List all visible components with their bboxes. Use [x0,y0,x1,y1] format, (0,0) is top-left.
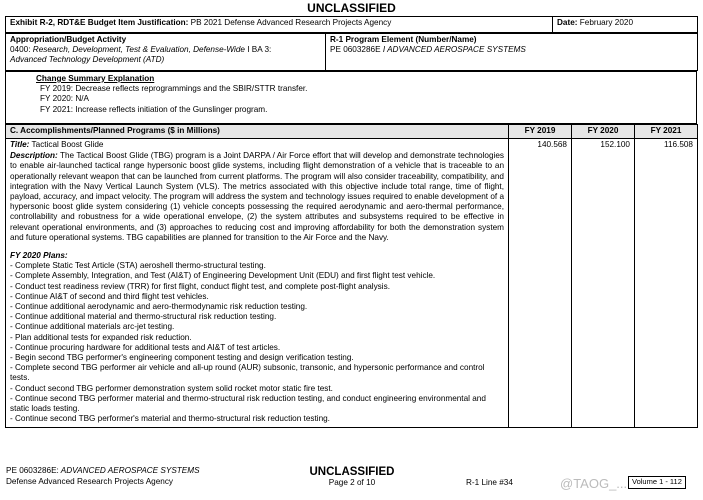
approp-cell [6,34,326,71]
approp-atd: Advanced Technology Development (ATD) [10,55,165,65]
approp-label: Appropriation/Budget Activity [10,35,127,44]
approp-name: Research, Development, Test & Evaluation, Defense-Wide [30,45,245,55]
col-fy2021: FY 2021 [635,125,698,139]
approp-ba: I BA 3: [244,45,272,55]
description [10,151,504,243]
value-fy2019: 140.568 [509,139,572,428]
plan-item: - Conduct test readiness review (TRR) for first flight, conduct flight test, and complete post-flight analysis. [10,281,390,291]
accomplishments-table [5,124,698,428]
exhibit-title [6,17,553,33]
plan-item: - Continue additional materials arc-jet testing. [10,322,175,332]
footer-classification: UNCLASSIFIED [309,466,395,478]
description-text: The Tactical Boost Glide (TBG) program is a Joint DARPA / Air Force effort that will develop and demonstrate technologies to enable air-launched tactical range hypersonic boost glide systems, including flight demonstration of a vehicle that is traceable to an operationally relevant weapon that can be launched from current platforms. The program will also consider traceability, compatibility, and integration with the Navy Vertical Launch System (VLS). The metrics associated with this objective include total range, time of flight, payload, accuracy, and impact velocity. The program will address the system and technology issues required to enable development of a hypersonic boost glide system considering (1) vehicle concepts possessing the required aerodynamic and aero-thermal performance, controllability and robustness for a wide operational envelope, (2) the system attributes and subsystems required to be effective in relevant operational environments, and (3) approaches to reducing cost and improving affordability for both the demonstration system and future operational systems. TBG capabilities are planned for transition to the Air Force and the Navy. [10,151,504,242]
plan-item: - Continue AI&T of second and third flight test vehicles. [10,291,209,301]
exhibit-label: Exhibit R-2 [10,18,53,27]
plan-item: - Begin second TBG performer's engineering component testing and design verification testing. [10,353,354,363]
plan-item: - Plan additional tests for expanded risk reduction. [10,332,192,342]
description-label: Description: [10,151,58,161]
date-label: Date: [557,18,578,27]
header-table [5,16,698,33]
footer-pe-code: PE 0603286E: [6,466,59,475]
plans-title: FY 2020 Plans: [10,251,68,261]
footer-page: Page 2 of 10 [328,478,376,487]
footer-r1-line: R-1 Line #34 [466,478,513,487]
date-value: February 2020 [577,18,634,27]
plan-item: - Continue additional material and thermo-structural risk reduction testing. [10,312,277,322]
plan-item: - Continue second TBG performer material and thermo-structural risk reduction testing, and conduct engineering environmental and static loads testing. [10,393,486,414]
program-code: PE 0603286E [330,45,381,55]
plan-item: - Complete second TBG performer air vehicle and all-up round (AUR) subsonic, transonic, and hypersonic performance and control tests. [10,363,485,383]
program-label: R-1 Program Element (Number/Name) [330,35,477,44]
plan-item: - Complete Static Test Article (STA) aeroshell thermo-structural testing. [10,261,266,271]
program-name: I ADVANCED AEROSPACE SYSTEMS [380,45,526,55]
program-cell [326,34,698,71]
watermark: @TAOG_... [560,476,628,491]
footer-middle [282,466,422,489]
approp-code: 0400: [10,45,31,55]
exhibit-value: PB 2021 Defense Advanced Research Projects Agency [188,18,392,27]
change-summary-fy2019: FY 2019: Decrease reflects reprogrammings and the SBIR/STTR transfer. [40,84,308,94]
title-label: Title: [10,140,30,149]
program-description-cell [6,139,509,428]
budget-sheet [5,16,697,428]
exhibit-rest: , RDT&E Budget Item Justification: [52,18,189,27]
value-fy2020: 152.100 [572,139,635,428]
change-summary-fy2020: FY 2020: N/A [40,94,90,104]
change-summary [6,72,697,124]
change-summary-table [5,71,697,124]
plan-item: - Conduct second TBG performer demonstration system solid rocket motor static fire test. [10,383,333,393]
title-value: Tactical Boost Glide [29,140,104,149]
footer-left [6,466,266,487]
col-fy2020: FY 2020 [572,125,635,139]
value-fy2021: 116.508 [635,139,698,428]
col-fy2019: FY 2019 [509,125,572,139]
footer-pe-name: ADVANCED AEROSPACE SYSTEMS [58,466,200,475]
plan-item: - Continue procuring hardware for additional tests and AI&T of test articles. [10,342,281,352]
date-cell [553,17,698,33]
plan-item: - Continue second TBG performer's material and thermo-structural risk reduction testing. [10,414,330,424]
footer-agency: Defense Advanced Research Projects Agency [6,476,174,486]
program-title [10,140,504,150]
approp-table [5,33,698,71]
plan-item: - Continue additional aerodynamic and aero-thermodynamic risk reduction testing. [10,302,308,312]
change-summary-fy2021: FY 2021: Increase reflects initiation of the Gunslinger program. [40,104,268,114]
plan-item: - Complete Assembly, Integration, and Test (AI&T) of Engineering Development Unit (EDU) and first flight test vehicle. [10,271,436,281]
accomplishments-heading: C. Accomplishments/Planned Programs ($ in Millions) [6,125,509,139]
classification-banner: UNCLASSIFIED [307,1,396,15]
footer-volume: Volume 1 - 112 [628,476,686,489]
change-summary-title: Change Summary Explanation [36,74,155,83]
